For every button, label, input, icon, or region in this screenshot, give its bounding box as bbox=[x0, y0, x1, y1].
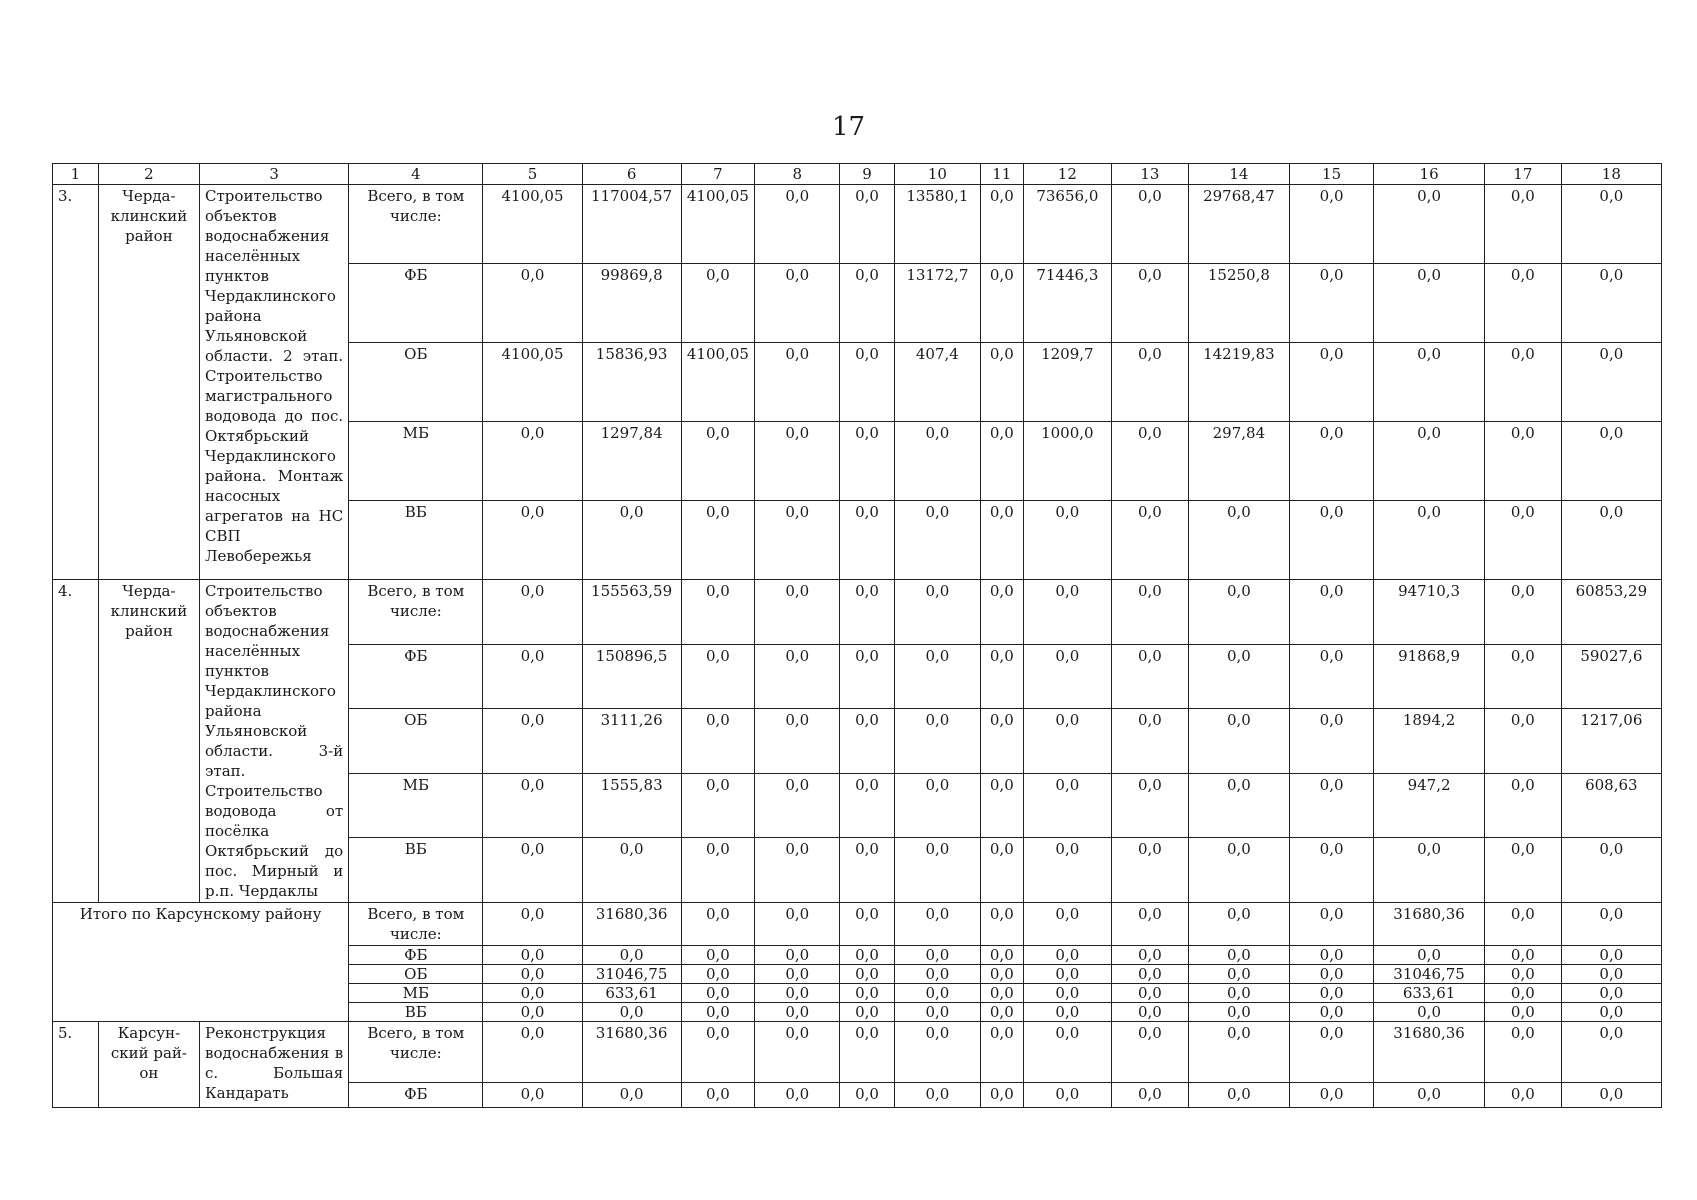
value-cell: 0,0 bbox=[755, 965, 840, 984]
value-cell: 4100,05 bbox=[681, 185, 755, 264]
value-cell: 0,0 bbox=[483, 903, 582, 946]
value-cell: 0,0 bbox=[755, 838, 840, 903]
value-cell: 0,0 bbox=[1188, 903, 1289, 946]
value-cell: 0,0 bbox=[681, 838, 755, 903]
value-cell: 0,0 bbox=[582, 838, 681, 903]
value-cell: 0,0 bbox=[755, 264, 840, 343]
value-cell: 0,0 bbox=[1561, 984, 1661, 1003]
value-cell: 0,0 bbox=[681, 965, 755, 984]
value-cell: 0,0 bbox=[1561, 903, 1661, 946]
funding-source: ФБ bbox=[349, 644, 483, 709]
value-cell: 13172,7 bbox=[894, 264, 980, 343]
value-cell: 0,0 bbox=[483, 946, 582, 965]
value-cell: 0,0 bbox=[894, 903, 980, 946]
value-cell: 947,2 bbox=[1374, 773, 1485, 838]
value-cell: 0,0 bbox=[1374, 1003, 1485, 1022]
row-index: 5. bbox=[53, 1022, 99, 1108]
value-cell: 0,0 bbox=[681, 773, 755, 838]
value-cell: 0,0 bbox=[1290, 903, 1374, 946]
column-number: 11 bbox=[981, 164, 1024, 185]
value-cell: 0,0 bbox=[840, 709, 894, 774]
value-cell: 91868,9 bbox=[1374, 644, 1485, 709]
value-cell: 0,0 bbox=[1561, 264, 1661, 343]
value-cell: 0,0 bbox=[1484, 501, 1561, 580]
value-cell: 0,0 bbox=[894, 422, 980, 501]
value-cell: 0,0 bbox=[1561, 1083, 1661, 1108]
value-cell: 0,0 bbox=[755, 501, 840, 580]
value-cell: 0,0 bbox=[981, 946, 1024, 965]
value-cell: 0,0 bbox=[1561, 1022, 1661, 1083]
total-label: Итого по Карсунскому району bbox=[53, 903, 349, 1022]
funding-source: ОБ bbox=[349, 709, 483, 774]
value-cell: 1555,83 bbox=[582, 773, 681, 838]
value-cell: 31680,36 bbox=[582, 903, 681, 946]
column-number-row bbox=[53, 164, 1662, 185]
column-number: 13 bbox=[1112, 164, 1189, 185]
value-cell: 0,0 bbox=[755, 1003, 840, 1022]
value-cell: 0,0 bbox=[1188, 1022, 1289, 1083]
value-cell: 0,0 bbox=[1290, 1022, 1374, 1083]
value-cell: 0,0 bbox=[1484, 422, 1561, 501]
value-cell: 0,0 bbox=[1112, 185, 1189, 264]
value-cell: 0,0 bbox=[1023, 984, 1111, 1003]
value-cell: 0,0 bbox=[1290, 422, 1374, 501]
value-cell: 0,0 bbox=[483, 965, 582, 984]
value-cell: 0,0 bbox=[840, 946, 894, 965]
value-cell: 0,0 bbox=[1561, 838, 1661, 903]
value-cell: 0,0 bbox=[1484, 1022, 1561, 1083]
value-cell: 0,0 bbox=[1484, 580, 1561, 645]
value-cell: 0,0 bbox=[1290, 580, 1374, 645]
value-cell: 0,0 bbox=[981, 838, 1024, 903]
value-cell: 31680,36 bbox=[1374, 1022, 1485, 1083]
funding-source: ФБ bbox=[349, 1083, 483, 1108]
value-cell: 0,0 bbox=[981, 580, 1024, 645]
value-cell: 0,0 bbox=[1112, 580, 1189, 645]
funding-source: ОБ bbox=[349, 343, 483, 422]
funding-source: ВБ bbox=[349, 838, 483, 903]
value-cell: 0,0 bbox=[755, 1083, 840, 1108]
column-number: 16 bbox=[1374, 164, 1485, 185]
value-cell: 0,0 bbox=[1112, 838, 1189, 903]
value-cell: 0,0 bbox=[681, 264, 755, 343]
value-cell: 0,0 bbox=[1484, 709, 1561, 774]
table-row bbox=[53, 185, 1662, 264]
value-cell: 0,0 bbox=[483, 264, 582, 343]
value-cell: 0,0 bbox=[894, 965, 980, 984]
value-cell: 0,0 bbox=[483, 580, 582, 645]
value-cell: 0,0 bbox=[1374, 501, 1485, 580]
value-cell: 0,0 bbox=[483, 773, 582, 838]
value-cell: 0,0 bbox=[1374, 422, 1485, 501]
value-cell: 0,0 bbox=[840, 1083, 894, 1108]
value-cell: 0,0 bbox=[894, 946, 980, 965]
funding-source: ВБ bbox=[349, 501, 483, 580]
value-cell: 0,0 bbox=[681, 1003, 755, 1022]
column-number: 18 bbox=[1561, 164, 1661, 185]
value-cell: 0,0 bbox=[681, 644, 755, 709]
value-cell: 0,0 bbox=[755, 984, 840, 1003]
value-cell: 31680,36 bbox=[582, 1022, 681, 1083]
value-cell: 117004,57 bbox=[582, 185, 681, 264]
project-description: Реконструкция водоснабжения в с. Большая Кандарать bbox=[200, 1022, 349, 1108]
value-cell: 0,0 bbox=[981, 343, 1024, 422]
column-number: 17 bbox=[1484, 164, 1561, 185]
value-cell: 99869,8 bbox=[582, 264, 681, 343]
value-cell: 0,0 bbox=[1290, 185, 1374, 264]
value-cell: 0,0 bbox=[1484, 644, 1561, 709]
value-cell: 0,0 bbox=[1561, 946, 1661, 965]
value-cell: 0,0 bbox=[981, 984, 1024, 1003]
value-cell: 0,0 bbox=[1290, 838, 1374, 903]
column-number: 1 bbox=[53, 164, 99, 185]
value-cell: 71446,3 bbox=[1023, 264, 1111, 343]
value-cell: 0,0 bbox=[1290, 946, 1374, 965]
value-cell: 0,0 bbox=[681, 422, 755, 501]
value-cell: 0,0 bbox=[840, 644, 894, 709]
value-cell: 0,0 bbox=[483, 422, 582, 501]
project-description: Строительство объектов водоснабжения населённых пунктов Чердаклинского района Ульяновской области. 3-й этап. Строительство водовода от посёлка Октябрьский до пос. Мирный и р.п. Чердаклы bbox=[200, 580, 349, 903]
column-number: 2 bbox=[98, 164, 199, 185]
value-cell: 0,0 bbox=[894, 1022, 980, 1083]
value-cell: 0,0 bbox=[1112, 501, 1189, 580]
value-cell: 0,0 bbox=[582, 1083, 681, 1108]
value-cell: 1297,84 bbox=[582, 422, 681, 501]
funding-source: Всего, в том числе: bbox=[349, 185, 483, 264]
value-cell: 0,0 bbox=[894, 501, 980, 580]
value-cell: 0,0 bbox=[755, 773, 840, 838]
value-cell: 0,0 bbox=[483, 1022, 582, 1083]
value-cell: 0,0 bbox=[1023, 644, 1111, 709]
value-cell: 0,0 bbox=[840, 1022, 894, 1083]
value-cell: 0,0 bbox=[981, 501, 1024, 580]
value-cell: 0,0 bbox=[1023, 1003, 1111, 1022]
value-cell: 0,0 bbox=[755, 903, 840, 946]
value-cell: 0,0 bbox=[894, 580, 980, 645]
value-cell: 0,0 bbox=[1188, 838, 1289, 903]
value-cell: 0,0 bbox=[755, 709, 840, 774]
value-cell: 0,0 bbox=[1374, 946, 1485, 965]
value-cell: 0,0 bbox=[1374, 343, 1485, 422]
value-cell: 0,0 bbox=[1112, 946, 1189, 965]
value-cell: 0,0 bbox=[1023, 1083, 1111, 1108]
column-number: 9 bbox=[840, 164, 894, 185]
value-cell: 0,0 bbox=[840, 501, 894, 580]
value-cell: 0,0 bbox=[1112, 343, 1189, 422]
value-cell: 0,0 bbox=[755, 1022, 840, 1083]
value-cell: 0,0 bbox=[483, 644, 582, 709]
value-cell: 0,0 bbox=[1374, 185, 1485, 264]
value-cell: 0,0 bbox=[681, 903, 755, 946]
value-cell: 1000,0 bbox=[1023, 422, 1111, 501]
value-cell: 0,0 bbox=[1290, 773, 1374, 838]
value-cell: 0,0 bbox=[840, 580, 894, 645]
table-row bbox=[53, 1022, 1662, 1083]
value-cell: 0,0 bbox=[1290, 644, 1374, 709]
value-cell: 31680,36 bbox=[1374, 903, 1485, 946]
value-cell: 633,61 bbox=[1374, 984, 1485, 1003]
value-cell: 0,0 bbox=[681, 501, 755, 580]
value-cell: 0,0 bbox=[1023, 580, 1111, 645]
value-cell: 0,0 bbox=[1023, 501, 1111, 580]
value-cell: 4100,05 bbox=[483, 185, 582, 264]
value-cell: 0,0 bbox=[483, 838, 582, 903]
value-cell: 0,0 bbox=[1484, 984, 1561, 1003]
value-cell: 15836,93 bbox=[582, 343, 681, 422]
value-cell: 0,0 bbox=[840, 264, 894, 343]
value-cell: 1894,2 bbox=[1374, 709, 1485, 774]
value-cell: 0,0 bbox=[1290, 343, 1374, 422]
value-cell: 0,0 bbox=[1374, 1083, 1485, 1108]
value-cell: 0,0 bbox=[1112, 264, 1189, 343]
value-cell: 0,0 bbox=[981, 644, 1024, 709]
value-cell: 0,0 bbox=[981, 1022, 1024, 1083]
funding-source: ОБ bbox=[349, 965, 483, 984]
value-cell: 4100,05 bbox=[681, 343, 755, 422]
funding-source: Всего, в том числе: bbox=[349, 580, 483, 645]
value-cell: 155563,59 bbox=[582, 580, 681, 645]
value-cell: 0,0 bbox=[1112, 1022, 1189, 1083]
value-cell: 0,0 bbox=[894, 838, 980, 903]
value-cell: 608,63 bbox=[1561, 773, 1661, 838]
value-cell: 0,0 bbox=[1188, 644, 1289, 709]
value-cell: 0,0 bbox=[1561, 1003, 1661, 1022]
value-cell: 0,0 bbox=[483, 709, 582, 774]
column-number: 4 bbox=[349, 164, 483, 185]
value-cell: 1217,06 bbox=[1561, 709, 1661, 774]
value-cell: 0,0 bbox=[981, 185, 1024, 264]
value-cell: 0,0 bbox=[1188, 709, 1289, 774]
value-cell: 0,0 bbox=[1023, 773, 1111, 838]
value-cell: 407,4 bbox=[894, 343, 980, 422]
value-cell: 0,0 bbox=[1188, 984, 1289, 1003]
value-cell: 0,0 bbox=[894, 984, 980, 1003]
value-cell: 0,0 bbox=[1112, 1003, 1189, 1022]
value-cell: 4100,05 bbox=[483, 343, 582, 422]
funding-source: ВБ bbox=[349, 1003, 483, 1022]
value-cell: 0,0 bbox=[1112, 903, 1189, 946]
value-cell: 0,0 bbox=[1561, 343, 1661, 422]
value-cell: 1209,7 bbox=[1023, 343, 1111, 422]
value-cell: 0,0 bbox=[840, 185, 894, 264]
value-cell: 0,0 bbox=[1188, 965, 1289, 984]
value-cell: 0,0 bbox=[1561, 422, 1661, 501]
value-cell: 0,0 bbox=[1484, 903, 1561, 946]
value-cell: 0,0 bbox=[681, 946, 755, 965]
value-cell: 0,0 bbox=[1112, 965, 1189, 984]
value-cell: 0,0 bbox=[1112, 1083, 1189, 1108]
value-cell: 0,0 bbox=[1112, 422, 1189, 501]
value-cell: 0,0 bbox=[1484, 343, 1561, 422]
value-cell: 14219,83 bbox=[1188, 343, 1289, 422]
funding-source: ФБ bbox=[349, 264, 483, 343]
value-cell: 0,0 bbox=[483, 1003, 582, 1022]
district-name: Черда-клинский район bbox=[98, 580, 199, 903]
value-cell: 0,0 bbox=[681, 580, 755, 645]
value-cell: 0,0 bbox=[981, 264, 1024, 343]
value-cell: 0,0 bbox=[1290, 965, 1374, 984]
value-cell: 0,0 bbox=[840, 422, 894, 501]
value-cell: 0,0 bbox=[894, 1083, 980, 1108]
value-cell: 0,0 bbox=[1023, 1022, 1111, 1083]
value-cell: 0,0 bbox=[894, 709, 980, 774]
value-cell: 15250,8 bbox=[1188, 264, 1289, 343]
value-cell: 29768,47 bbox=[1188, 185, 1289, 264]
value-cell: 0,0 bbox=[981, 709, 1024, 774]
value-cell: 0,0 bbox=[1561, 501, 1661, 580]
value-cell: 0,0 bbox=[483, 984, 582, 1003]
value-cell: 0,0 bbox=[1188, 1083, 1289, 1108]
value-cell: 0,0 bbox=[1484, 185, 1561, 264]
value-cell: 0,0 bbox=[1374, 838, 1485, 903]
column-number: 12 bbox=[1023, 164, 1111, 185]
value-cell: 633,61 bbox=[582, 984, 681, 1003]
funding-source: ФБ bbox=[349, 946, 483, 965]
value-cell: 0,0 bbox=[1023, 838, 1111, 903]
value-cell: 0,0 bbox=[1188, 773, 1289, 838]
value-cell: 0,0 bbox=[1484, 1083, 1561, 1108]
value-cell: 31046,75 bbox=[582, 965, 681, 984]
value-cell: 60853,29 bbox=[1561, 580, 1661, 645]
district-name: Черда-клинский район bbox=[98, 185, 199, 580]
value-cell: 0,0 bbox=[1561, 965, 1661, 984]
column-number: 7 bbox=[681, 164, 755, 185]
column-number: 8 bbox=[755, 164, 840, 185]
funding-source: Всего, в том числе: bbox=[349, 1022, 483, 1083]
value-cell: 0,0 bbox=[1290, 1003, 1374, 1022]
value-cell: 0,0 bbox=[1561, 185, 1661, 264]
value-cell: 0,0 bbox=[1112, 644, 1189, 709]
value-cell: 3111,26 bbox=[582, 709, 681, 774]
value-cell: 0,0 bbox=[755, 580, 840, 645]
column-number: 5 bbox=[483, 164, 582, 185]
value-cell: 0,0 bbox=[1484, 264, 1561, 343]
district-name: Карсун-ский рай-он bbox=[98, 1022, 199, 1108]
value-cell: 0,0 bbox=[755, 185, 840, 264]
value-cell: 0,0 bbox=[840, 903, 894, 946]
value-cell: 0,0 bbox=[681, 984, 755, 1003]
value-cell: 0,0 bbox=[1188, 501, 1289, 580]
value-cell: 0,0 bbox=[1484, 946, 1561, 965]
value-cell: 0,0 bbox=[894, 773, 980, 838]
value-cell: 0,0 bbox=[1290, 264, 1374, 343]
value-cell: 13580,1 bbox=[894, 185, 980, 264]
value-cell: 0,0 bbox=[1290, 709, 1374, 774]
value-cell: 0,0 bbox=[840, 838, 894, 903]
page-number: 17 bbox=[831, 112, 866, 142]
value-cell: 0,0 bbox=[981, 965, 1024, 984]
value-cell: 0,0 bbox=[1112, 773, 1189, 838]
value-cell: 0,0 bbox=[840, 343, 894, 422]
total-row bbox=[53, 903, 1662, 946]
value-cell: 0,0 bbox=[894, 644, 980, 709]
value-cell: 0,0 bbox=[1188, 1003, 1289, 1022]
column-number: 3 bbox=[200, 164, 349, 185]
value-cell: 0,0 bbox=[981, 422, 1024, 501]
row-index: 3. bbox=[53, 185, 99, 580]
column-number: 6 bbox=[582, 164, 681, 185]
budget-table bbox=[52, 163, 1662, 1108]
value-cell: 0,0 bbox=[1023, 946, 1111, 965]
value-cell: 0,0 bbox=[582, 1003, 681, 1022]
value-cell: 31046,75 bbox=[1374, 965, 1485, 984]
value-cell: 0,0 bbox=[1484, 1003, 1561, 1022]
value-cell: 0,0 bbox=[681, 709, 755, 774]
value-cell: 0,0 bbox=[755, 422, 840, 501]
value-cell: 73656,0 bbox=[1023, 185, 1111, 264]
value-cell: 0,0 bbox=[1290, 984, 1374, 1003]
value-cell: 0,0 bbox=[1023, 709, 1111, 774]
value-cell: 0,0 bbox=[840, 984, 894, 1003]
value-cell: 0,0 bbox=[483, 1083, 582, 1108]
value-cell: 0,0 bbox=[840, 965, 894, 984]
value-cell: 0,0 bbox=[681, 1083, 755, 1108]
table-row bbox=[53, 580, 1662, 645]
column-number: 14 bbox=[1188, 164, 1289, 185]
value-cell: 0,0 bbox=[1112, 984, 1189, 1003]
value-cell: 0,0 bbox=[981, 773, 1024, 838]
funding-source: МБ bbox=[349, 984, 483, 1003]
funding-source: МБ bbox=[349, 422, 483, 501]
value-cell: 0,0 bbox=[1290, 501, 1374, 580]
value-cell: 0,0 bbox=[840, 1003, 894, 1022]
value-cell: 0,0 bbox=[981, 1003, 1024, 1022]
value-cell: 59027,6 bbox=[1561, 644, 1661, 709]
value-cell: 150896,5 bbox=[582, 644, 681, 709]
value-cell: 0,0 bbox=[1374, 264, 1485, 343]
value-cell: 0,0 bbox=[582, 946, 681, 965]
value-cell: 94710,3 bbox=[1374, 580, 1485, 645]
column-number: 10 bbox=[894, 164, 980, 185]
value-cell: 0,0 bbox=[755, 343, 840, 422]
value-cell: 0,0 bbox=[582, 501, 681, 580]
value-cell: 0,0 bbox=[840, 773, 894, 838]
value-cell: 0,0 bbox=[1290, 1083, 1374, 1108]
value-cell: 0,0 bbox=[1112, 709, 1189, 774]
funding-source: МБ bbox=[349, 773, 483, 838]
value-cell: 0,0 bbox=[1188, 946, 1289, 965]
value-cell: 0,0 bbox=[894, 1003, 980, 1022]
value-cell: 0,0 bbox=[755, 946, 840, 965]
value-cell: 297,84 bbox=[1188, 422, 1289, 501]
funding-source: Всего, в том числе: bbox=[349, 903, 483, 946]
row-index: 4. bbox=[53, 580, 99, 903]
value-cell: 0,0 bbox=[981, 1083, 1024, 1108]
value-cell: 0,0 bbox=[1023, 903, 1111, 946]
project-description: Строительство объектов водоснабжения населённых пунктов Чердаклинского района Ульяновской области. 2 этап. Строительство магистрального водовода до пос. Октябрьский Чердаклинского района. Монтаж насосных агрегатов на НС СВП Левобережья bbox=[200, 185, 349, 580]
value-cell: 0,0 bbox=[681, 1022, 755, 1083]
value-cell: 0,0 bbox=[981, 903, 1024, 946]
value-cell: 0,0 bbox=[1023, 965, 1111, 984]
value-cell: 0,0 bbox=[1484, 965, 1561, 984]
value-cell: 0,0 bbox=[483, 501, 582, 580]
value-cell: 0,0 bbox=[1484, 773, 1561, 838]
column-number: 15 bbox=[1290, 164, 1374, 185]
value-cell: 0,0 bbox=[1484, 838, 1561, 903]
value-cell: 0,0 bbox=[1188, 580, 1289, 645]
value-cell: 0,0 bbox=[755, 644, 840, 709]
